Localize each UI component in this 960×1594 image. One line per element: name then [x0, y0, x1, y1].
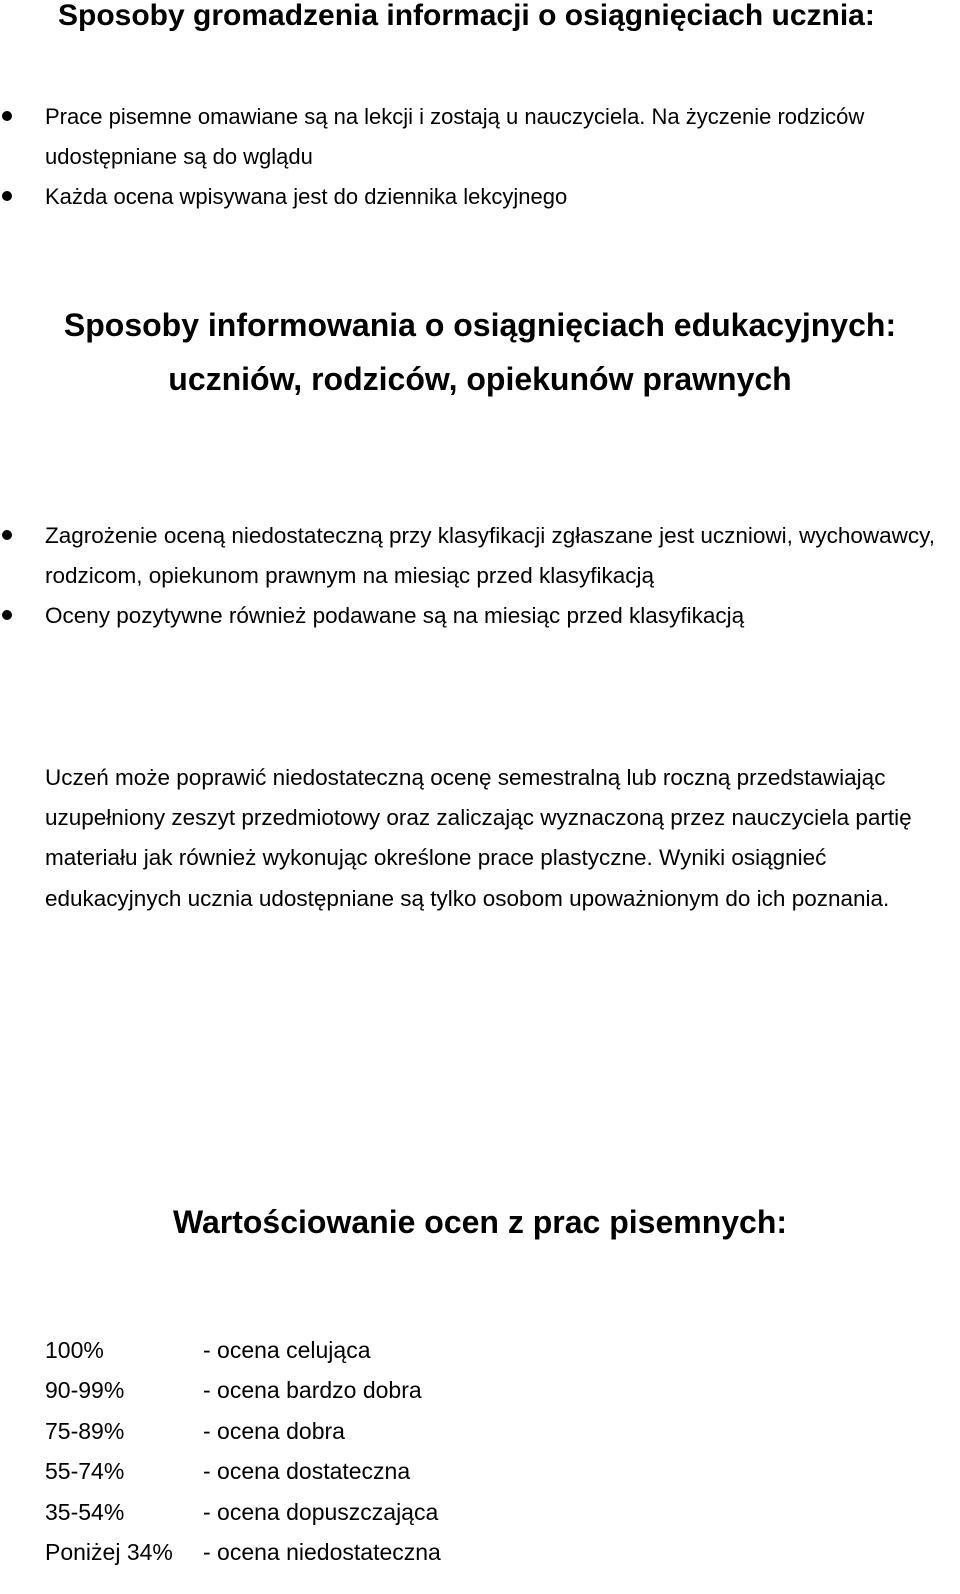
grade-range: 100% [45, 1337, 104, 1363]
bullet-icon [2, 191, 12, 201]
section-heading-informing [0, 298, 960, 406]
heading-line: uczniów, rodziców, opiekunów prawnych [168, 361, 792, 397]
grade-range: 90-99% [45, 1377, 125, 1404]
list-item [0, 596, 945, 636]
grade-label: - ocena niedostateczna [203, 1539, 441, 1566]
grade-row [45, 1330, 441, 1370]
list-item-text: Prace pisemne omawiane są na lekcji i zostają u nauczyciela. Na życzenie rodziców udostępniane są do wglądu [45, 104, 865, 169]
grade-row [45, 1451, 441, 1491]
grade-range: 35-54% [45, 1498, 125, 1525]
grade-label: - ocena bardzo dobra [203, 1377, 422, 1404]
grade-range: 55-74% [45, 1458, 125, 1485]
bullet-icon [2, 111, 12, 121]
informing-list [0, 516, 945, 636]
list-item [0, 177, 945, 217]
grade-label: - ocena dopuszczająca [203, 1498, 439, 1525]
grade-range: 75-89% [45, 1417, 125, 1444]
heading-line: Sposoby informowania o osiągnięciach edukacyjnych: [63, 307, 897, 343]
gathering-list [0, 97, 945, 217]
grade-label: - ocena dobra [203, 1417, 345, 1444]
list-item [0, 97, 945, 177]
grade-row [45, 1532, 441, 1572]
grade-label: - ocena dostateczna [203, 1458, 411, 1485]
grade-range: Poniżej 34% [45, 1539, 173, 1566]
grade-row [45, 1370, 441, 1410]
grade-label: - ocena celująca [203, 1337, 371, 1363]
list-item [0, 516, 945, 596]
grade-row [45, 1411, 441, 1451]
bullet-icon [2, 610, 12, 620]
list-item-text: Oceny pozytywne również podawane są na miesiąc przed klasyfikacją [45, 603, 745, 628]
list-item-text: Zagrożenie oceną niedostateczną przy klasyfikacji zgłaszane jest uczniowi, wychowawcy, rodzicom, opiekunom prawnym na miesiąc przed klasyfikacją [45, 523, 936, 588]
bullet-icon [2, 530, 12, 540]
section-heading-grading: Wartościowanie ocen z prac pisemnych: [172, 1204, 788, 1240]
improvement-paragraph: Uczeń może poprawić niedostateczną ocenę semestralną lub roczną przedstawiając uzupełniony zeszyt przedmiotowy oraz zaliczając wyznaczoną przez nauczyciela partię materiału jak również wykonując określone prace plastyczne. Wyniki osiągnieć edukacyjnych ucznia udostępniane są tylko osobom upoważnionym do ich poznania. [45, 765, 912, 911]
grade-row [45, 1492, 441, 1532]
grading-table [45, 1330, 441, 1572]
list-item-text: Każda ocena wpisywana jest do dziennika lekcyjnego [45, 184, 568, 209]
section-heading-gathering: Sposoby gromadzenia informacji o osiągnięciach ucznia: [58, 0, 875, 32]
